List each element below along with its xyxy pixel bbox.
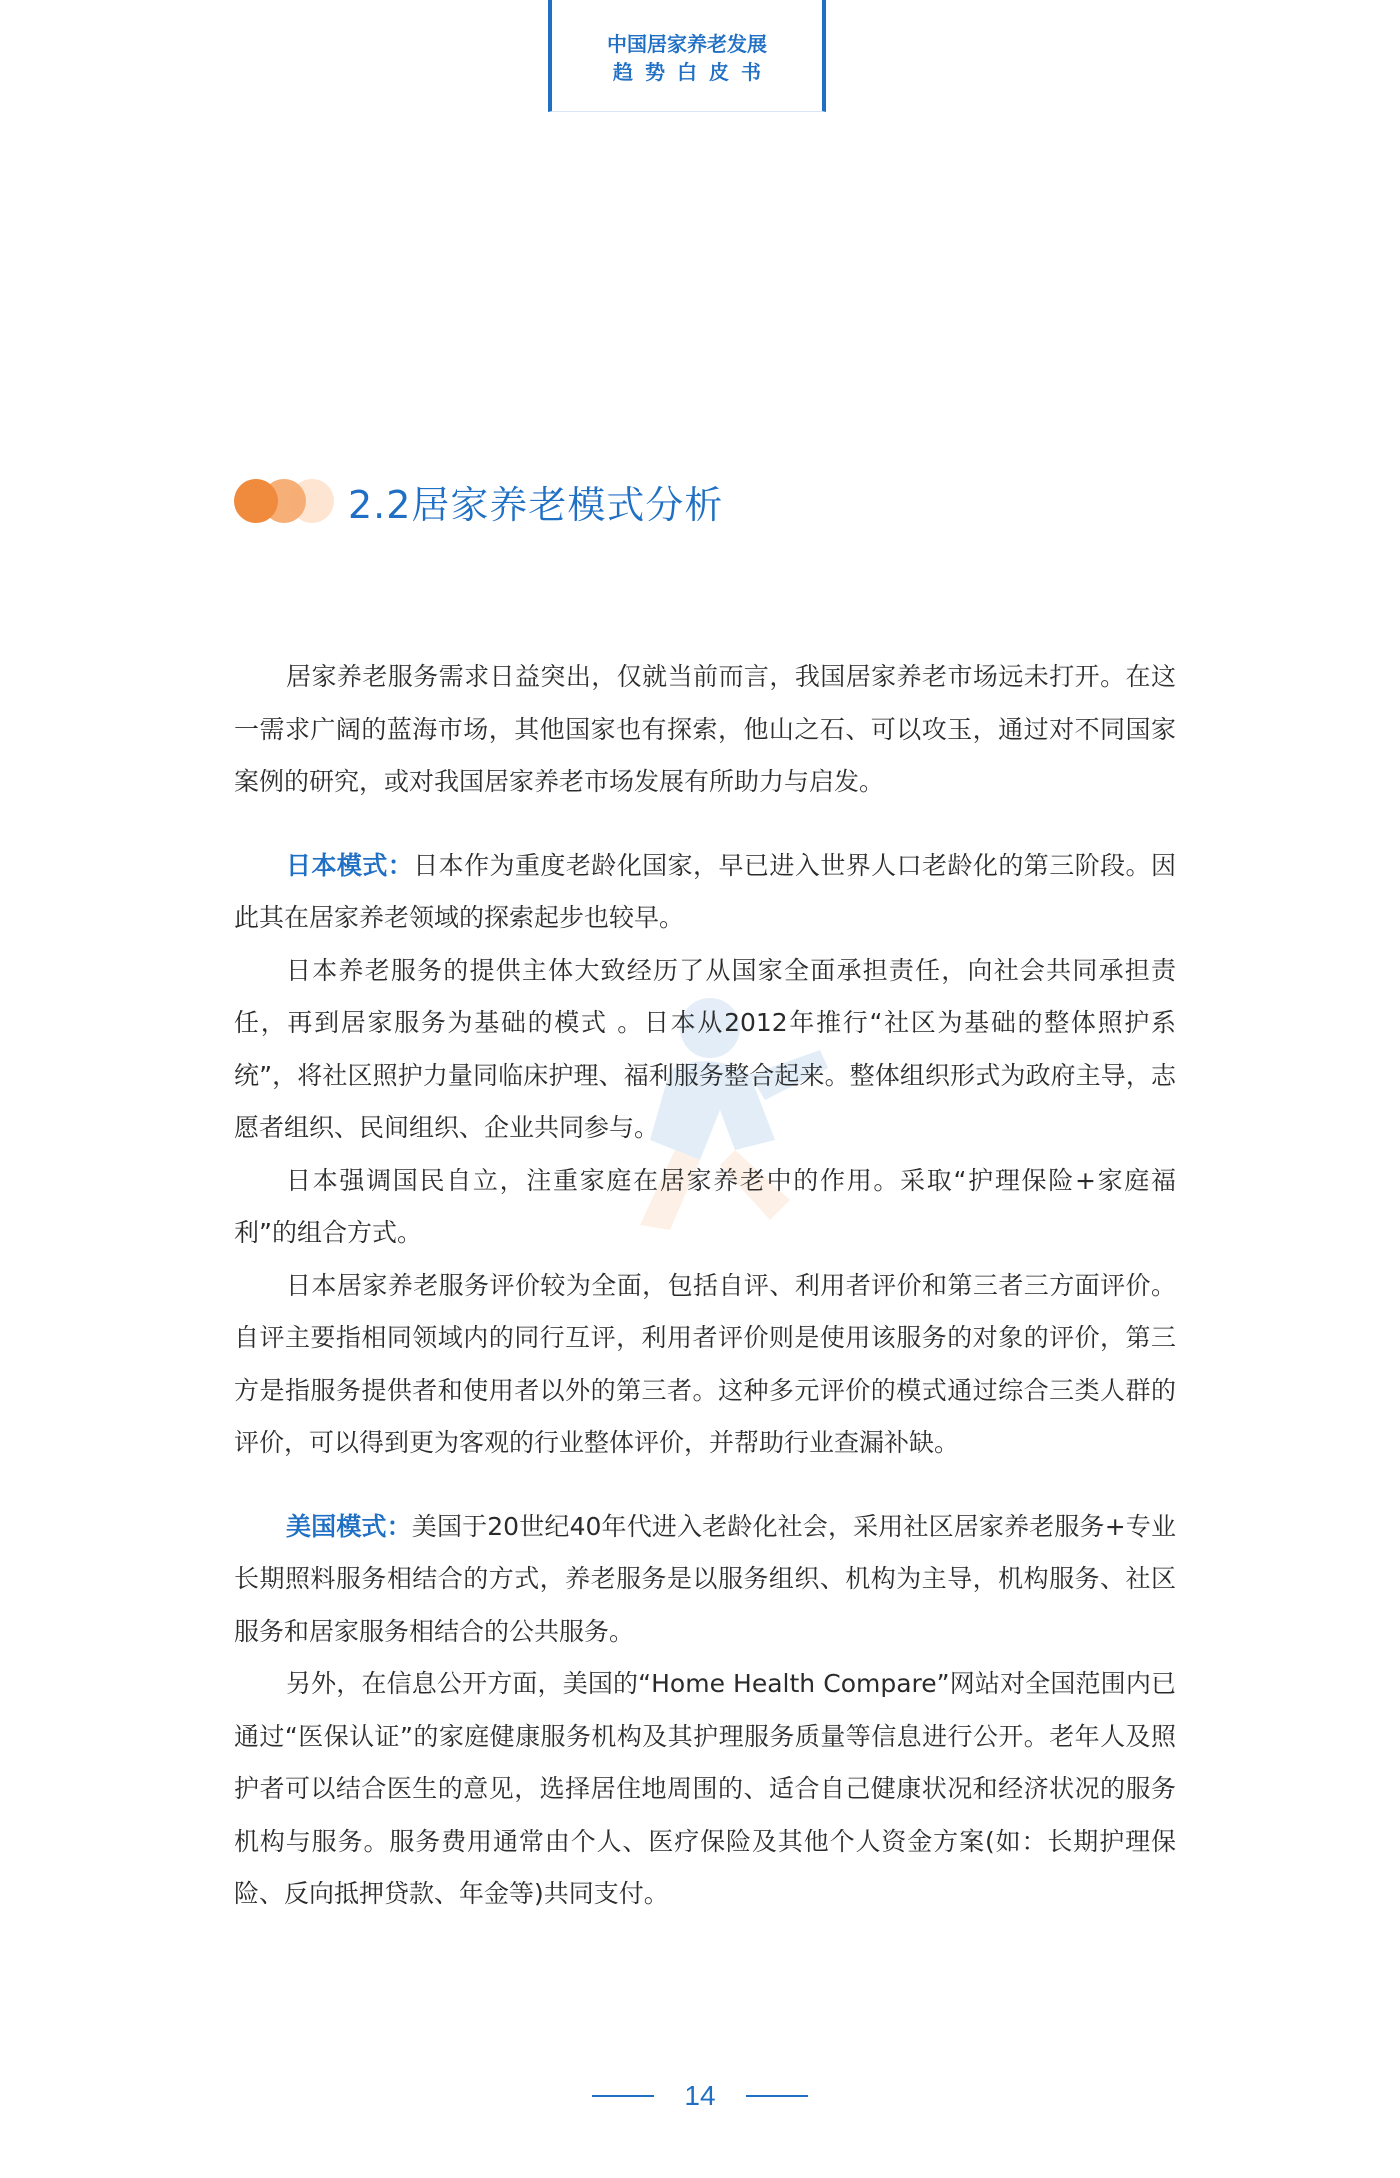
heading-dots-icon xyxy=(234,478,336,524)
usa-model-label: 美国模式： xyxy=(286,1511,412,1541)
paragraph-japan-2: 日本养老服务的提供主体大致经历了从国家全面承担责任，向社会共同承担责任，再到居家服务为基础的模式 。日本从2012年推行“社区为基础的整体照护系统”，将社区照护力量同临床护理、福利服务整合起来。整体组织形式为政府主导，志愿者组织、民间组织、企业共同参与。 xyxy=(234,955,1176,1142)
page-number: 14 xyxy=(684,2080,716,2111)
paragraph-usa-1 xyxy=(234,1501,1176,1659)
paragraph-usa-2: 另外，在信息公开方面，美国的“Home Health Compare”网站对全国范围内已通过“医保认证”的家庭健康服务机构及其护理服务质量等信息进行公开。老年人及照护者可以结合医生的意见，选择居住地周围的、适合自己健康状况和经济状况的服务机构与服务。服务费用通常由个人、医疗保险及其他个人资金方案(如：长期护理保险、反向抵押贷款、年金等)共同支付。 xyxy=(234,1669,1176,1908)
paragraph-japan-3: 日本强调国民自立，注重家庭在居家养老中的作用。采取“护理保险+家庭福利”的组合方式。 xyxy=(234,1165,1176,1247)
usa-1-text: 美国于20世纪40年代进入老龄化社会，采用社区居家养老服务+专业长期照料服务相结合的方式，养老服务是以服务组织、机构为主导，机构服务、社区服务和居家服务相结合的公共服务。 xyxy=(234,1511,1176,1646)
paragraph-intro: 居家养老服务需求日益突出，仅就当前而言，我国居家养老市场远未打开。在这一需求广阔的蓝海市场，其他国家也有探索，他山之石、可以攻玉，通过对不同国家案例的研究，或对我国居家养老市场发展有所助力与启发。 xyxy=(234,662,1176,796)
footer-line-right xyxy=(746,2095,808,2097)
section-heading xyxy=(234,473,723,529)
page-footer xyxy=(0,2080,1400,2112)
paragraph-japan-1 xyxy=(234,840,1176,945)
body-text xyxy=(234,651,1176,1921)
section-title: 2.2居家养老模式分析 xyxy=(348,482,724,527)
header-tab xyxy=(548,0,826,112)
footer-line-left xyxy=(592,2095,654,2097)
japan-model-label: 日本模式： xyxy=(286,850,414,880)
header-title-line1: 中国居家养老发展 xyxy=(607,31,767,56)
paragraph-japan-4: 日本居家养老服务评价较为全面，包括自评、利用者评价和第三者三方面评价。自评主要指相同领域内的同行互评，利用者评价则是使用该服务的对象的评价，第三方是指服务提供者和使用者以外的第三者。这种多元评价的模式通过综合三类人群的评价，可以得到更为客观的行业整体评价，并帮助行业查漏补缺。 xyxy=(234,1270,1176,1457)
dot-orange xyxy=(234,479,278,523)
japan-1-text: 日本作为重度老龄化国家，早已进入世界人口老龄化的第三阶段。因此其在居家养老领域的探索起步也较早。 xyxy=(234,850,1176,932)
header-title-line2: 趋势白皮书 xyxy=(613,59,773,84)
